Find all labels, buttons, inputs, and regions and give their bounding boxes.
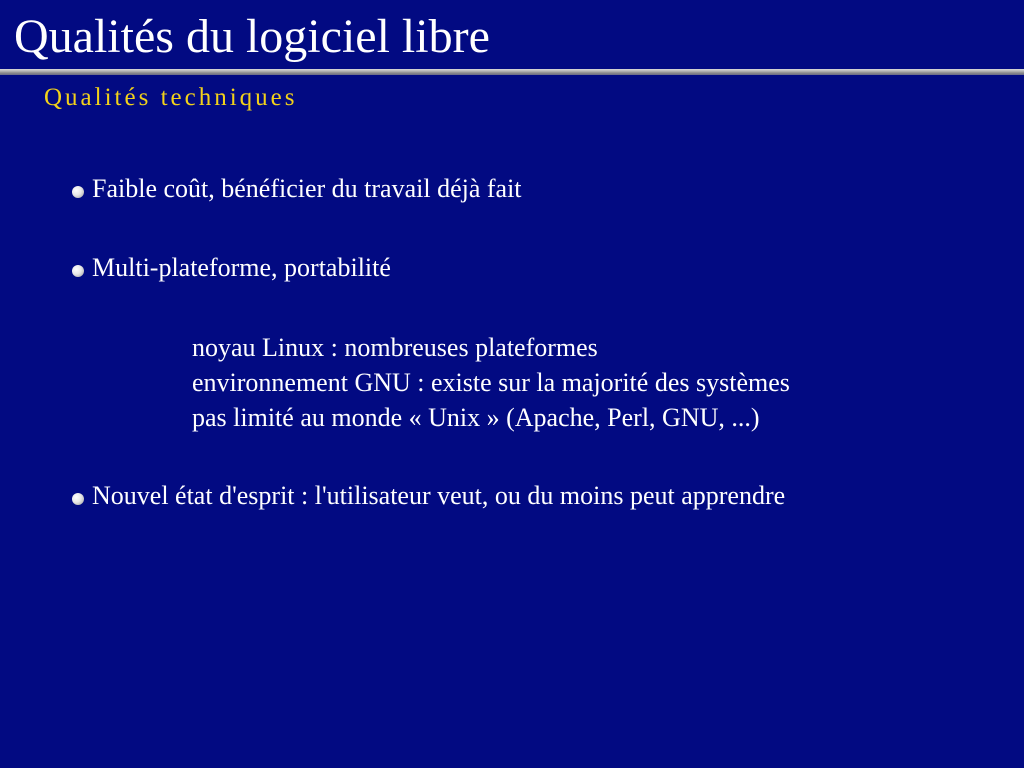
sub-list-item: pas limité au monde « Unix » (Apache, Perl, GNU, ...) (192, 403, 760, 432)
bullet-text: Nouvel état d'esprit : l'utilisateur veut, ou du moins peut apprendre (92, 481, 786, 510)
slide-subtitle: Qualités techniques (44, 84, 298, 111)
bullet-icon (72, 493, 84, 505)
bullet-icon (72, 265, 84, 277)
sub-list-item: environnement GNU : existe sur la majorité des systèmes (192, 368, 790, 397)
sub-list-item: noyau Linux : nombreuses plateformes (192, 333, 598, 362)
bullet-text: Multi-plateforme, portabilité (92, 253, 391, 282)
bullet-item (72, 173, 522, 205)
sub-list (192, 330, 790, 435)
bullet-text: Faible coût, bénéficier du travail déjà fait (92, 174, 522, 203)
title-divider (0, 69, 1024, 75)
bullet-icon (72, 186, 84, 198)
slide-title: Qualités du logiciel libre (14, 10, 490, 63)
bullet-item (72, 480, 785, 512)
bullet-item (72, 252, 391, 284)
